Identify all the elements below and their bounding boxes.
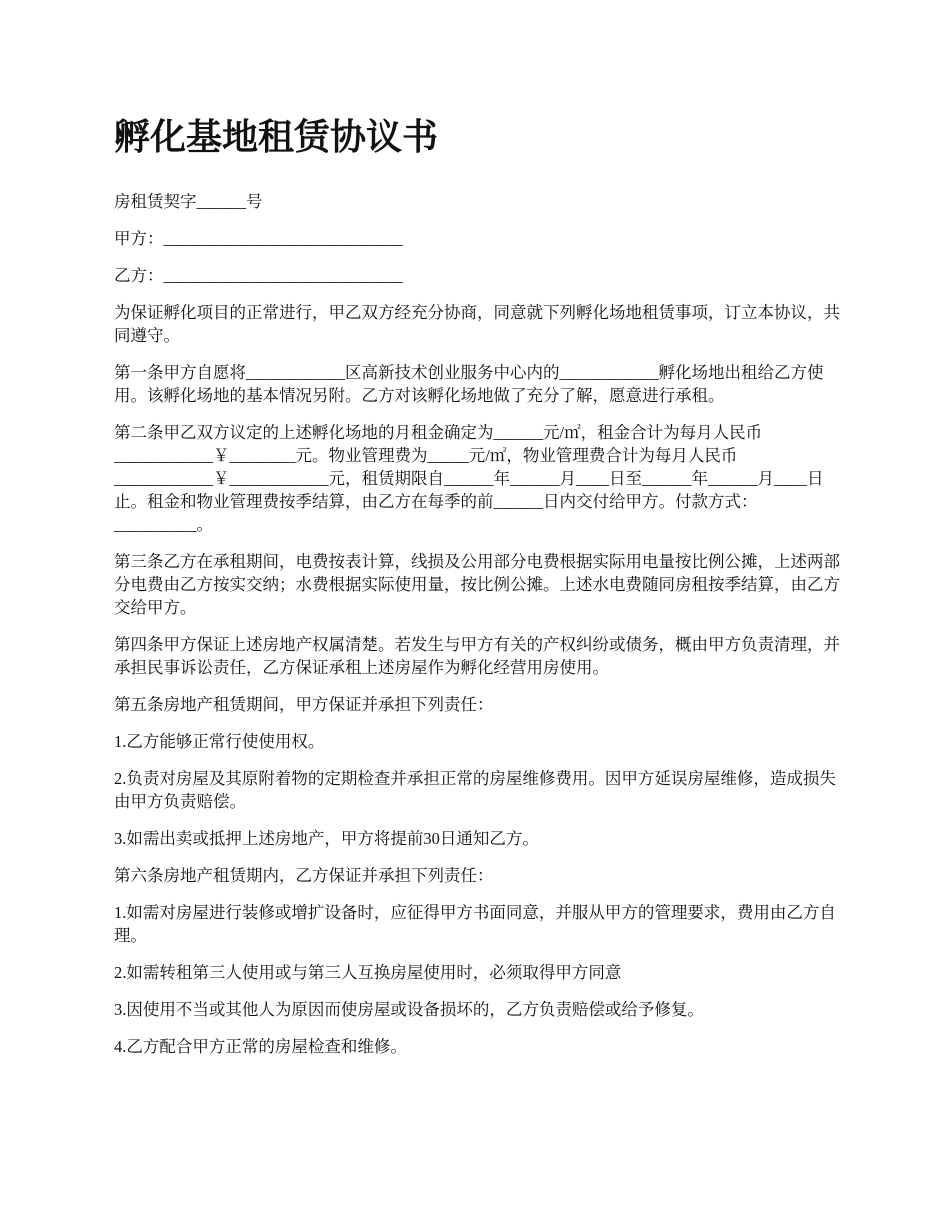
document-title: 孵化基地租赁协议书 — [114, 117, 439, 157]
article-1-paragraph: 第一条甲方自愿将____________区高新技术创业服务中心内的____________孵化场地出租给乙方使用。该孵化场地的基本情况另附。乙方对该孵化场地做了充分了解，愿意进行承租。 — [114, 363, 824, 405]
party-b-line: 乙方：_____________________________ — [114, 266, 403, 285]
article-5-heading: 第五条房地产租赁期间，甲方保证并承担下列责任： — [114, 695, 494, 714]
article-6-heading: 第六条房地产租赁期内，乙方保证并承担下列责任： — [114, 866, 494, 885]
party-a-line: 甲方：_____________________________ — [114, 229, 403, 248]
article-5-item-2: 2.负责对房屋及其原附着物的定期检查并承担正常的房屋维修费用。因甲方延误房屋维修，造成损失由甲方负责赔偿。 — [114, 769, 836, 811]
article-6-item-4: 4.乙方配合甲方正常的房屋检查和维修。 — [114, 1037, 407, 1056]
article-3-paragraph: 第三条乙方在承租期间，电费按表计算，线损及公用部分电费根据实际用电量按比例公摊，上述两部分电费由乙方按实交纳；水费根据实际使用量，按比例公摊。上述水电费随同房租按季结算，由乙方交给甲方。 — [114, 552, 840, 617]
article-6-item-2: 2.如需转租第三人使用或与第三人互换房屋使用时，必须取得甲方同意 — [114, 963, 622, 982]
contract-number-line: 房租赁契字______号 — [114, 192, 263, 211]
article-4-paragraph: 第四条甲方保证上述房地产权属清楚。若发生与甲方有关的产权纠纷或债务，概由甲方负责清理，并承担民事诉讼责任，乙方保证承租上述房屋作为孵化经营用房使用。 — [114, 635, 840, 677]
article-6-item-3: 3.因使用不当或其他人为原因而使房屋或设备损坏的，乙方负责赔偿或给予修复。 — [114, 1000, 704, 1019]
document-body — [114, 113, 842, 1072]
preamble-paragraph: 为保证孵化项目的正常进行，甲乙双方经充分协商，同意就下列孵化场地租赁事项，订立本协议，共同遵守。 — [114, 303, 840, 345]
article-5-item-1: 1.乙方能够正常行使使用权。 — [114, 732, 325, 751]
article-5-item-3: 3.如需出卖或抵押上述房地产，甲方将提前30日通知乙方。 — [114, 829, 539, 848]
article-2-paragraph: 第二条甲乙双方议定的上述孵化场地的月租金确定为______元/㎡，租金合计为每月人民币____________￥________元。物业管理费为_____元/㎡，物业管理费合计为每月人民币____________￥____________元，租赁期限自______年______月____日至______年______月____日止。租金和物业管理费按季结算，由乙方在每季的前______日内交付给甲方。付款方式：__________。 — [114, 423, 824, 534]
article-6-item-1: 1.如需对房屋进行装修或增扩设备时，应征得甲方书面同意，并服从甲方的管理要求，费用由乙方自理。 — [114, 903, 836, 945]
